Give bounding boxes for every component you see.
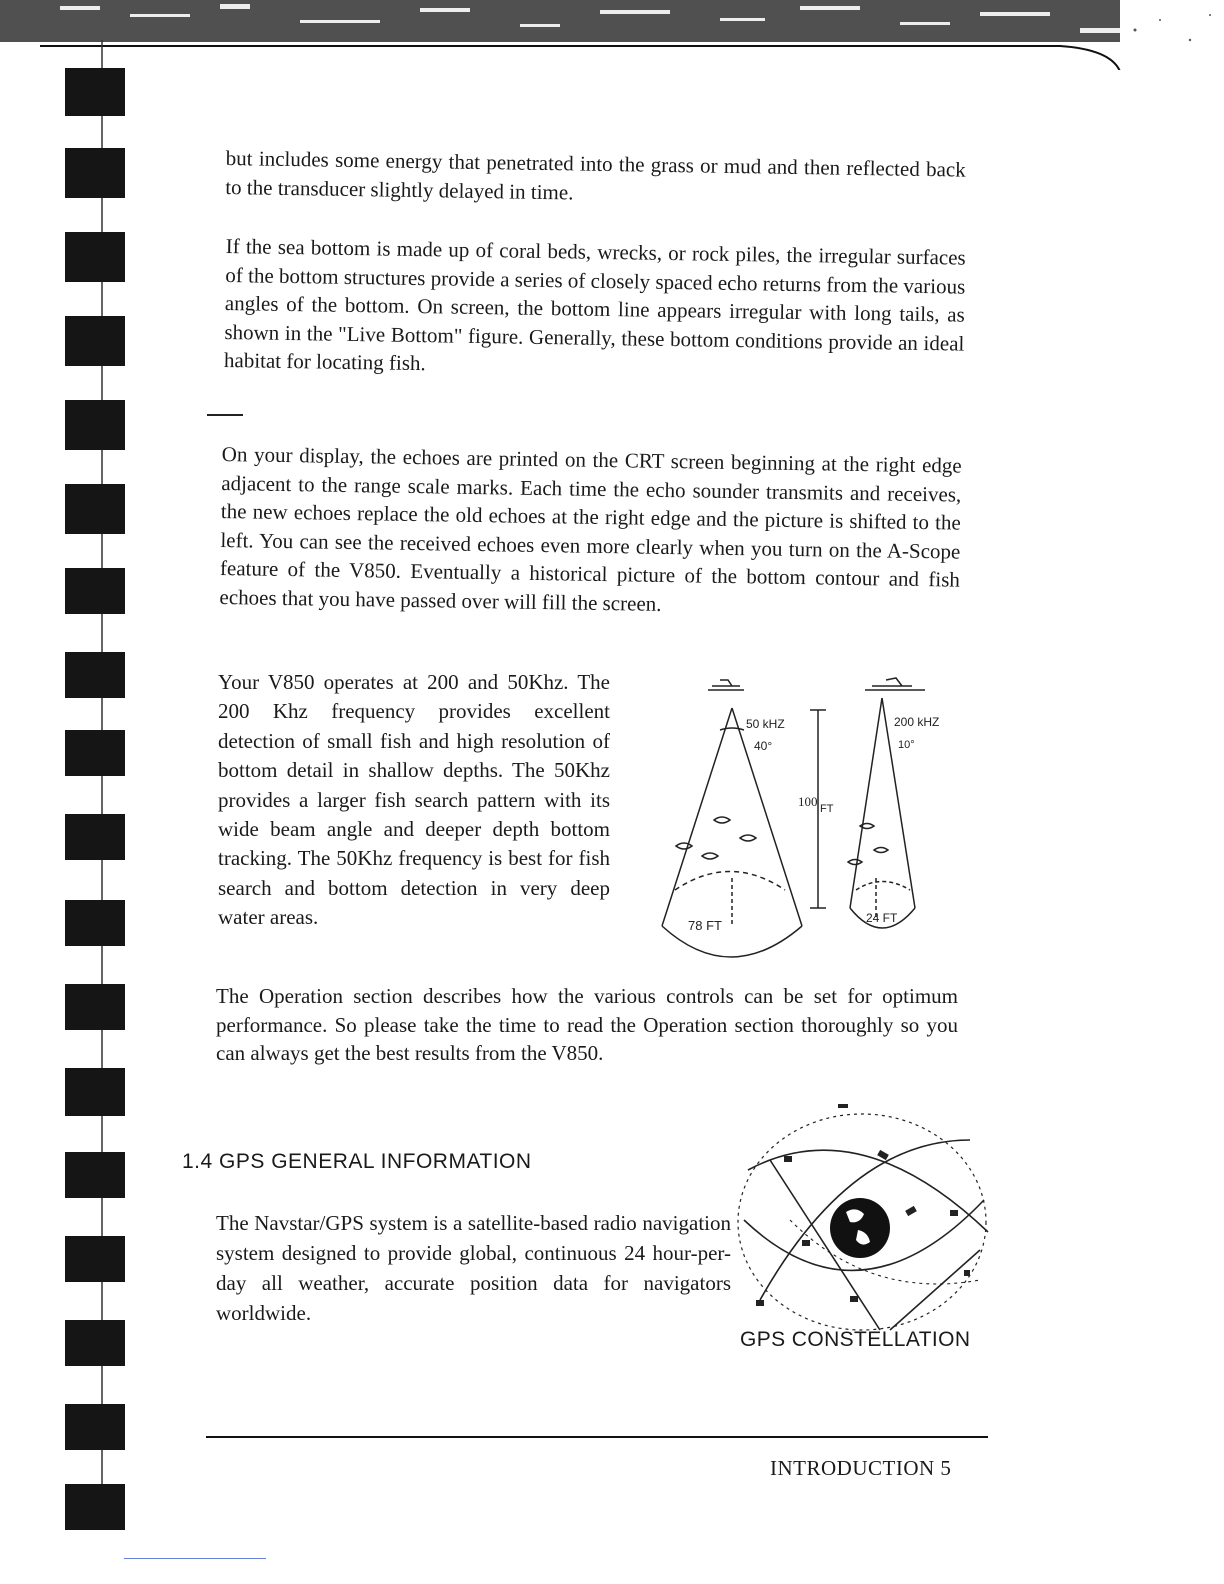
orbit-path [890,1250,980,1330]
fish-icon [676,843,692,849]
footprint-label-50khz: 78 FT [688,918,722,933]
beam-label-200khz: 200 kHZ [894,715,940,729]
depth-unit: FT [820,803,834,815]
paragraph-frequencies: Your V850 operates at 200 and 50Khz. The 200 Khz frequency provides excellent detection of small fish and high resolution of bottom detail in shallow depths. The 50Khz provides a larger fish search pattern with its wide beam angle and deeper depth bottom tracking. The 50Khz frequency is best for fish search and bottom detection in very deep water areas. [218,670,610,930]
beam-cone-200khz [850,698,915,908]
page-footer: INTRODUCTION 5 [770,1456,952,1480]
depth-label: 100 [798,794,818,809]
beam-footprint-50khz [662,926,802,957]
beam-angle-200khz: 10° [898,739,915,751]
fish-icon [740,835,756,841]
scan-top-edge [0,0,1224,70]
paragraph-sea-bottom: If the sea bottom is made up of coral beds, wrecks, or rock piles, the irregular surfaces of the bottom structures provide a series of closely spaced echo returns from the various angles of the bottom. On screen, the bottom line appears irregular with long tails, as shown in the "Live Bottom" figure. Generally, these bottom conditions provide an ideal habitat for locating fish. [223,233,966,376]
beam-pattern-figure [640,668,960,968]
scan-underline-mark [124,1558,266,1559]
boat-icon-left [708,680,744,690]
section-heading-gps: 1.4 GPS GENERAL INFORMATION [182,1150,532,1173]
boat-icon-right [865,678,925,690]
paragraph-navstar-gps: The Navstar/GPS system is a satellite-based radio navigation system designed to provide global, continuous 24 hour-per-day all weather, accurate position data for navigators worldwide. [216,1211,731,1325]
fish-icon [874,848,888,853]
gps-constellation-figure [730,1100,995,1340]
paragraph-grass-mud: but includes some energy that penetrated into the grass or mud and then reflected back to the transducer slightly delayed in time. [225,145,966,204]
fish-icon [714,817,730,823]
fish-icon [702,853,718,859]
earth-icon [830,1198,890,1258]
beam-label-50khz: 50 kHZ [746,717,785,731]
fish-icon [848,860,862,865]
paragraph-operation-section: The Operation section describes how the various controls can be set for optimum performance. So please take the time to read the Operation section thoroughly so you can always get the best results from the V850. [216,984,958,1065]
footer-rule [206,1436,988,1438]
gps-figure-caption: GPS CONSTELLATION [740,1328,971,1351]
beam-angle-50khz: 40° [754,739,773,753]
margin-dash [207,414,243,416]
footprint-label-200khz: 24 FT [866,911,898,925]
paragraph-display-echoes: On your display, the echoes are printed on the CRT screen beginning at the right edge adjacent to the range scale marks. Each time the echo sounder transmits and receives, the new echoes replace the old echoes at the right edge and the picture is shifted to the left. You can see the received echoes even more clearly when you turn on the A-Scope feature of the V850. Eventually a historical picture of the bottom contour and fish echoes that you have passed over will fill the screen. [219,441,962,616]
spiral-binding [50,40,145,1540]
